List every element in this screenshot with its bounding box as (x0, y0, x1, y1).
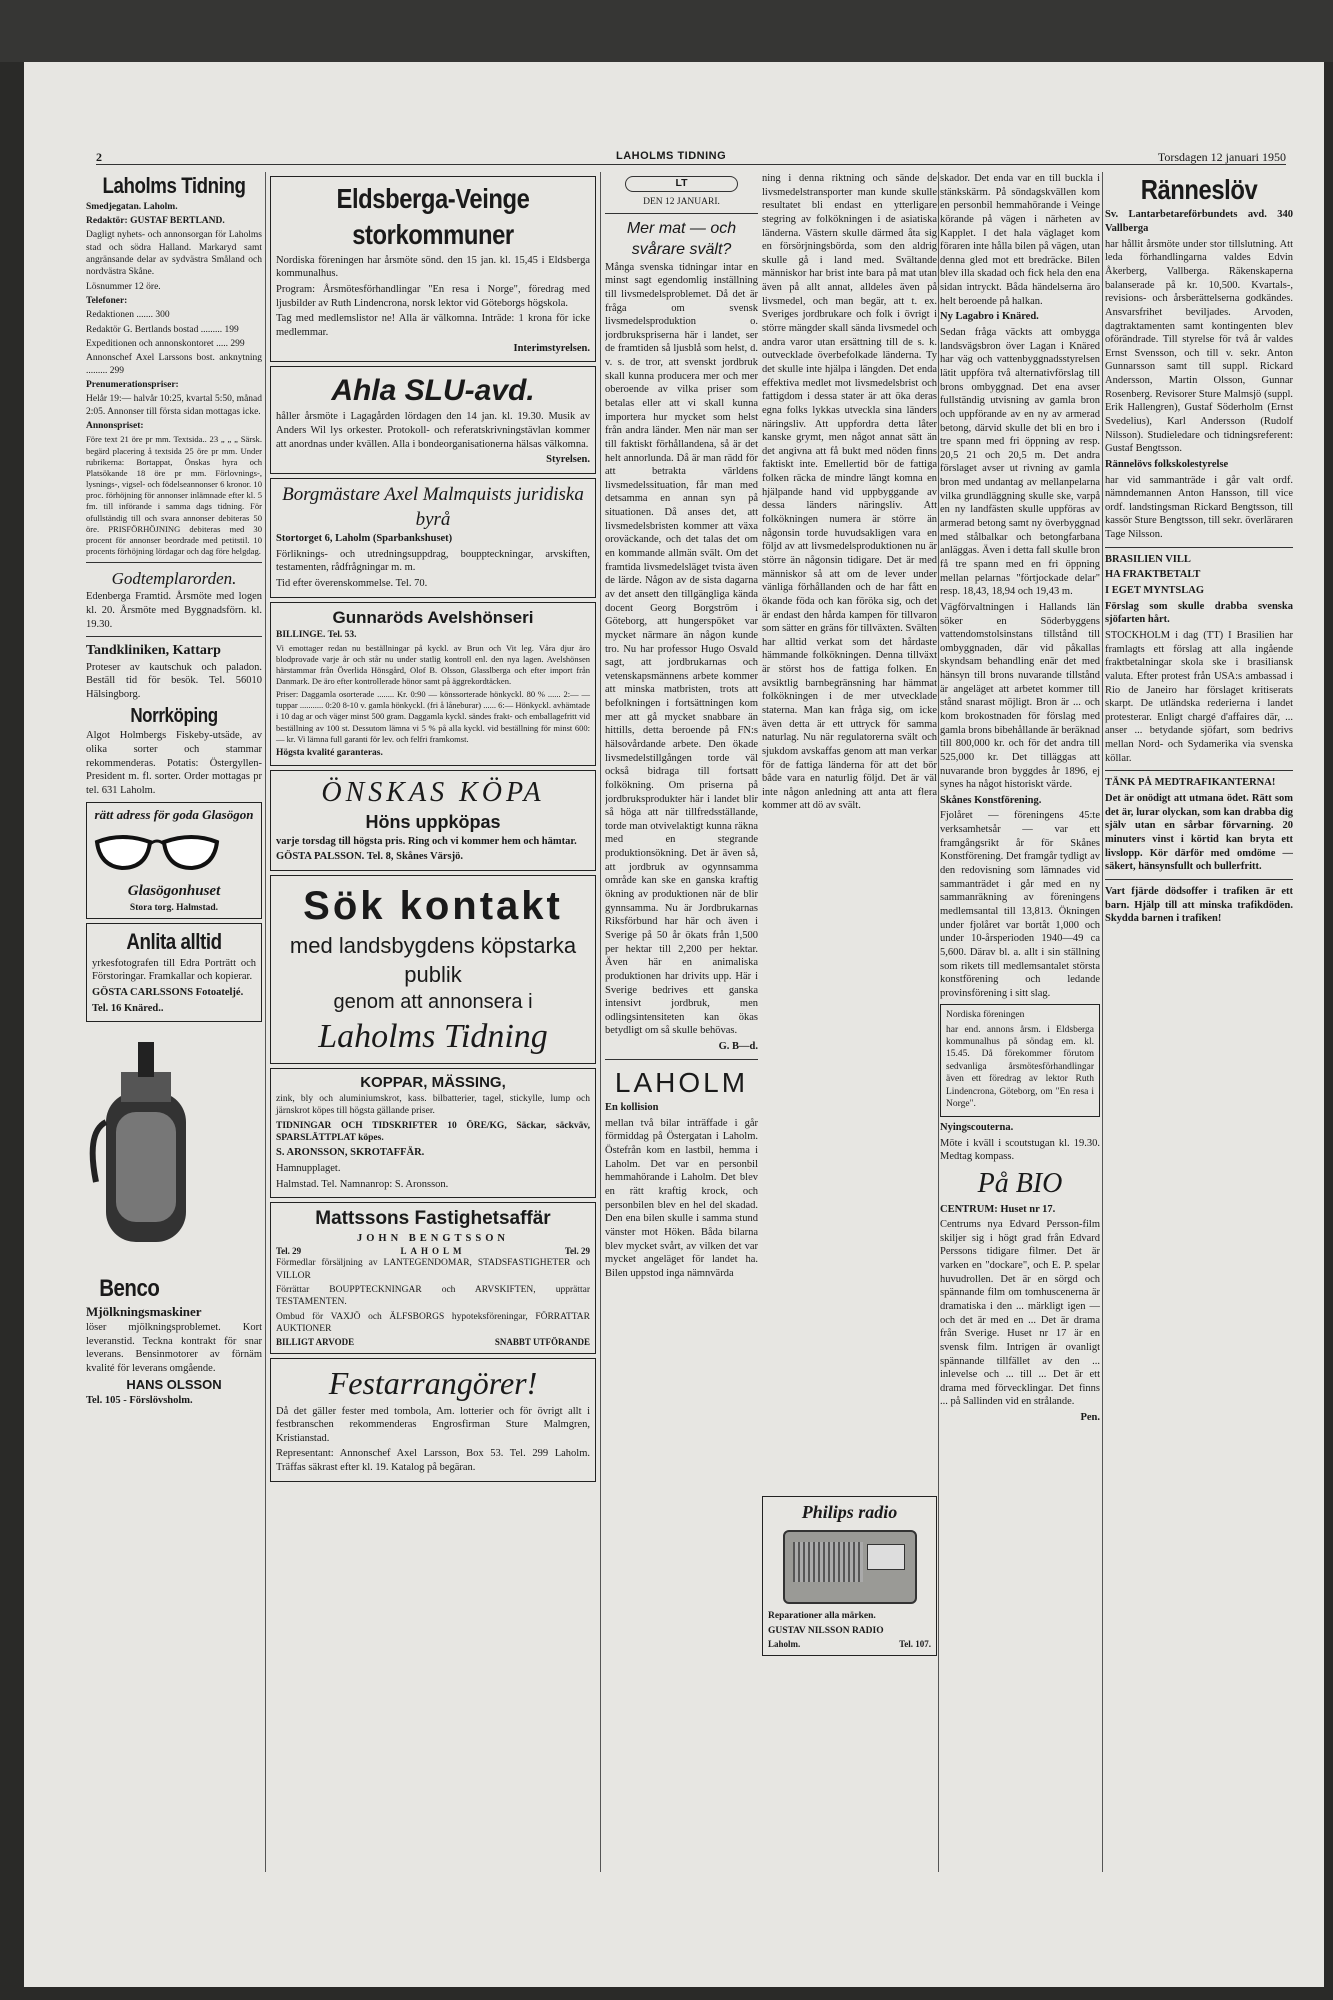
brasilien-text: STOCKHOLM i dag (TT) I Brasilien har framlagts ett förslag att alla ingående fraktbetalningar skola ske i brasiliansk valuta. Efter protest från USA:s ambassad i Rio de Janeiro har förslaget kritiserats skarpt. De utländska rederierna i landet protesterar. Enligt chargé d'affaires där, ... anser ... betydande sjöfart, som bedrivs mellan Nord- och Sydamerika via svenska köllar. (1105, 629, 1293, 764)
phones-heading: Telefoner: (86, 296, 128, 306)
philips-ad (762, 1496, 937, 1656)
continued-text: ning i denna riktning och sände de livsmedelstransporter man kunde skulle resultatet bli endast en ytterligare stegring av folkökningen i de asiatiska länderna. Västern skulle därmed åta sig en försörjningsbörda, som den aldrig skulle gå i land med. Svältande människor har brist inte bara på mat utan även på allt annat, alldeles även på livsmedel, och man begär, att t. ex. Sveriges jordbrukare och folk i övrigt i större mängder skall sända livsmedel och andra varor utan ersättning till de s. k. outvecklade överbefolkade länderna. Ty det skulle inte hjälpa i längden. Det enda effektiva medlet mot livsmedelsbrist och fattigdom i dessa stater är att öka deras egna folks lykkas utveckla sina länders näringsliv. Att uppfordra detta låter kanske grymt, men något annat sätt än det angivna att få bukt med nöden finns faktiskt inte. Emellertid bör de fattiga folken räcka de mindre längt komna en hjälpande hand vid uppbyggande av dessa länders näringsliv. Att folkökningen numera är större än någonsin torde huvudsakligen vara en följd av att livsmedelsproduktionen nu är större än någonsin tidigare. Det är med människor så att om de lever under vänliga förhållanden och de har fått en ökande föda och kan föröka sig, och det är endast den hårda kampen för tillvaron som sätter en gräns för tillväxten. Svälten har alltid verkat som det hårdaste hämmande folkökningen. Denna tillväxt är störst hos de fattiga folken. En avsiktlig barnbegränsning har hämmat folkökningen i de mer utvecklade staterna. Man kan fråga sig, om icke även detta är ett uttryck för samma naturlag. Nu när regulatorerna svält och sjukdom avskaffas genom att man verkar för de fattiga länderna för att det bör både vara en naturlig följd. Det är väl inte någon anledning att anta att flera kommer att dö av svält. (762, 173, 937, 812)
mattssons-owner: JOHN BENGTSSON (357, 1232, 509, 1244)
editor: Redaktör: GUSTAF BERTLAND. (86, 215, 225, 226)
scout-text: Möte i kväll i scoutstugan kl. 19.30. Medtag kompass. (940, 1137, 1100, 1163)
fest-text: Då det gäller fester med tombola, Am. lotterier och för övrigt allt i festbranschen rekommenderas Engrosfirman Sture Malmgren, Kristianstad. (276, 1405, 590, 1444)
radio-icon (783, 1530, 917, 1604)
ad-prices: Före text 21 öre pr mm. Textsida.. 23 „ „ „ Särsk. begärd placering å textsida 25 öre pr mm. Under rubrikerna: Bortappat, Önskas hyra och Platsökande 18 öre pr mm. Förlovnings-, lysnings-, vigsel- och födelseannonser 6 kronor. 10 proc. förhöjning för annonser inlämnade efter kl. 5 fm. till införande i samma dags tidning. För ofullständig till och svara annonser debiteras 50 öre. PRISFÖRHÖJNING debiteras med 30 procent för annonser beordrade med petitstil. 10 procents förhöjning lördagar och dag före helgdag. (86, 434, 262, 557)
brasilien-heading: BRASILIEN VILL (1105, 553, 1191, 565)
borgmastare-text: Förliknings- och utredningsuppdrag, bouppteckningar, arvskiften, testamenten, rådfrågningar m. m. (276, 548, 590, 574)
subscription-prices: Helår 19:— halvår 10:25, kvartal 5:50, månad 2:05. Annonser till första sidan mottagas icke. (86, 394, 262, 417)
eldsberga-info: Tag med medlemslistor ne! Alla är välkomna. Inträde: 1 krona för icke medlemmar. (276, 313, 590, 338)
foto-phone: Tel. 16 Knäred.. (92, 1002, 164, 1014)
konstforening-heading: Skånes Konstförening. (940, 794, 1042, 806)
newspaper-name: LAHOLMS TIDNING (616, 150, 727, 162)
bio-text: Centrums nya Edvard Persson-film skiljer sig i högt grad från Edvard Perssons tidigare filmer. Det är varken en "dockare", och E. P. spelar huvudrollen. Det är en sörgd och spännande film om tomhuscenerna är dramatiska i den ... märkligt igen — och det är med en ... Det är drama från Sverige. Huset nr 17 är en svensk film. Intrigen är ovanligt spännande tillfället av den ... inlevelse och ... till ... Det är ett drama med förvecklingar. Det finns ... på Sallinden vid en strålande. (940, 1219, 1100, 1408)
editorial-heading: Mer mat — och svårare svält? (626, 219, 737, 258)
column-rule (1102, 172, 1103, 1872)
brasilien-subheading2: I EGET MYNTSLAG (1105, 585, 1204, 597)
address: Smedjegatan. Laholm. (86, 201, 178, 212)
mattssons-line3: Ombud för VAXJÖ och ÄLFSBORGS hypoteksföreningar, FÖRRATTAR AUKTIONER (276, 1311, 590, 1334)
paper-description: Dagligt nyhets- och annonsorgan för Laholms stad och södra Halland. Markaryd samt angränsande delar av sydvästra Småland och nordvästra Skåne. (86, 230, 262, 278)
nordiska-heading: Nordiska föreningen (946, 1010, 1025, 1021)
norrkoping-heading: Norrköping (130, 705, 218, 728)
onskas-heading: ÖNSKAS KÖPA (321, 776, 545, 808)
ad-price-heading: Annonspriset: (86, 421, 144, 432)
brasilien-lead: Förslag som skulle drabba svenska sjöfarten hårt. (1105, 600, 1293, 626)
column-continued (762, 172, 937, 1872)
borgmastare-ad (270, 478, 596, 598)
editorial-date: DEN 12 JANUARI. (643, 196, 720, 207)
lantarbetare-heading: Sv. Lantarbetareförbundets avd. 340 Vallberga (1105, 209, 1293, 235)
column-masthead (86, 172, 262, 1872)
editorial-text: Många svenska tidningar intar en minst sagt egendomlig inställning till livsmedelsproblemet. Då det är fråga om svensk livsmedelsproduktion o. jordbrukspriserna här i landet, ser de framtiden så ljusblå som helst, d. v. s. de tror, att svenskt jordbruk skall kunna producera mer och mer oberoende av vilka priser som betalas eller att vi skall kunna importera hur mycket som helst från andra länder. Men när man ser till faktiskt förhållandena, så är det helt annorlunda. Då är man rädd för att betrakta världens livsmedelssituation, får man med detsamma en annan syn på situationen. Då anses det, att livsmedelsbristen kommer att växa oroväckande, och det talas det om en kommande allmän svält. Om det framtida livsmedelsläget tvista även de lärde. Någon av de sista dagarna av det ansett den tillgängliga kända docent Georg Borgström i Göteborg, att hungerspöket var mycket närmare än någon kunde tro. Nu har professor Hugo Osvald sagt, att jordbrukarnas och vetenskapsmännens arbete kommer att minska matbristen, trots att befolkningen i fortsättningen kom mer att gå mycket snabbare än hittills, detta beroende på FN:s hälsovårdande arbete. Den ökade livsmedelstillgången torde väl också bidraga till fortsatt folkökning. Om priserna på jordbruksprodukter här i landet blir så höga att när tillfredsställande, torde man otvivelaktigt kunna räkna med en stegrande produktionsökning. Det är även så, att jordbruk av ogynnsamma område kan ske en ganska kraftig ökning av produktionen när de blir gynnsamma. Nu är Jordbrukarnas Riksförbund har här och även i Sverige på 50 år ökats från 1,500 per hektar till 2,200 per hektar. Även här en animaliska produktionen har drivits upp. Här i Sverige bedrives ett ganska intensivt jordbruk, men odlingsintensiteten kan ökas betydligt om så skulle behövas. (605, 261, 758, 1037)
norrkoping-ad: Algot Holmbergs Fiskeby-utsäde, av olika sorter och stammar rekommenderas. Potatis: Östergyllen-President m. fl. sorter. Order mottagas pr tel. 631 Laholm. (86, 730, 262, 797)
column-local-news (940, 172, 1100, 1872)
issue-date: Torsdagen 12 januari 1950 (1157, 150, 1286, 164)
slu-sign: Styrelsen. (546, 454, 590, 466)
foto-text: yrkesfotografen till Edra Porträtt och Förstoringar. Framkallar och kopierar. (92, 957, 256, 983)
issue-price: Lösnummer 12 öre. (86, 281, 161, 292)
mattssons-line1: Förmedlar försäljning av LANTEGENDOMAR, STADSFASTIGHETER och VILLOR (276, 1258, 590, 1281)
mattssons-line2: Förrättar BOUPPTECKNINGAR och ARVSKIFTEN, upprättar TESTAMENTEN. (276, 1284, 590, 1308)
gunnarods-heading: Gunnaröds Avelshönseri (332, 607, 534, 627)
gunnarods-text: Vi emottager redan nu beställningar på kyckl. av Brun och Vit leg. Våra djur äro blodprovade varje år och står nu under statlig kontroll enl. den nya lagen. Avelshönsen härstammar från Överlida Hönsgård, Olof B. Olsson, Glasslberga och efter import från Danmark. De äro efter kontrollerade hönor samt på äggrekordtäcken. (276, 643, 590, 687)
lagabro-text2: Vägförvaltningen i Hallands län söker en Söderbyggens vattendomstolsinstans tillstånd till ombyggnaden, där vid påkallas skyndsam behandling enär det med hänsyn till brons nuvarande tillstånd är angeläget att arbetet kommer till stånd snarast möjligt. Bron är ... och kom brokostnaden för förslag med gamla brons bibehållande är beräknad till 800,000 kr. och för det andra till 525,000 kr. Det tilläggas att nuvarande bron byggdes år 1896, ej synes ha något historiskt värde. (940, 601, 1100, 791)
koppar-text: zink, bly och aluminiumskrot, kass. bilbatterier, tagel, stickylle, lump och järnskrot köpes till högsta gällande priser. (276, 1093, 590, 1117)
mattssons-city: LAHOLM (400, 1245, 466, 1256)
foto-name: GÖSTA CARLSSONS Fotoateljé. (92, 986, 244, 998)
slu-notice (270, 366, 596, 474)
tandklinik-heading: Tandkliniken, Kattarp (86, 643, 221, 659)
glasogon-store: Glasögonhuset (127, 883, 221, 900)
fest-contact: Representant: Annonschef Axel Larsson, Box 53. Tel. 299 Laholm. Träffas säkrast efter kl. 19. Katalog på begäran. (276, 1448, 590, 1474)
philips-dealer: GUSTAV NILSSON RADIO (768, 1625, 884, 1636)
eldsberga-heading: Eldsberga-Veinge storkommuner (336, 183, 530, 251)
borgmastare-address: Stortorget 6, Laholm (Sparbankshuset) (276, 533, 453, 545)
onskas-name: GÖSTA PALSSON. Tel. 8, Skånes Värsjö. (276, 851, 464, 863)
nordiska-box (940, 1004, 1100, 1117)
scout-heading: Nyingscouterna. (940, 1122, 1014, 1134)
folkskola-text: har vid sammanträde i går valt ordf. nämndemannen Anton Hansson, till vice ordf. landstingsman Rickard Bengtsson, till kassör Sture Bengtsson, till sekr. överläraren Tage Nilsson. (1105, 474, 1293, 541)
phone-line: Redaktionen ....... 300 (86, 310, 170, 321)
benco-text: löser mjölkningsproblemet. Kort leveranstid. Teckna kontrakt för snar leverans. Bensinmotorer av förnäm kvalité för leverans omgående. (86, 1321, 262, 1374)
column-rule (600, 172, 601, 1872)
koppar-name: S. ARONSSON, SKROTAFFÄR. (276, 1147, 425, 1159)
trafik-text: Det är onödigt att utmana ödet. Rätt som det är, lurar olyckan, som kan drabba dig själv utan en sårbar förvarning. 20 minuters vinst i körtid kan bryta ett livslopp. Kör därför med omdöme — säkert, hänsynsfullt och bullerfritt. (1105, 793, 1293, 873)
lagabro-text: Sedan fråga väckts att ombygga landsvägsbron över Lagan i Knäred har väg och vattenbyggnadsstyrelsen lätit uppföra två alternativförslag till brons ombyggnad. Det ena avser fullständig utvisning av gamla bron och uppförande av en ny av armerad betong, därvid skulle det bli en bro i tre spann med fri öppning av resp. 20,5 21 och 20,5 m. Det andra förslaget avser ut rivning av gamla bron med undantag av mellanpelarna vilka grundläggning skulle ske, varpå en ny landfästen skulle uppföras av armerad betong samt ny överbyggnad med stålbalkar och betongfarbana anläggas. Även i detta fall skulle bron få tre spann med en fri öppning mellan pelarnas "förtjockade delar" resp. 18,43, 18,94 och 19,43 m. (940, 327, 1100, 598)
benco-phone: Tel. 105 - Förslövsholm. (86, 1395, 193, 1407)
phone-line: Expeditionen och annonskontoret ..... 299 (86, 339, 245, 350)
glasogon-address: Stora torg. Halmstad. (129, 902, 219, 913)
page-header (96, 150, 1286, 165)
scan-border (0, 0, 1333, 62)
fest-heading: Festarrangörer! (328, 1364, 538, 1401)
column-editorial (605, 172, 758, 1892)
gunnarods-sub: BILLINGE. Tel. 53. (276, 629, 357, 640)
mattssons-ad (270, 1202, 596, 1354)
column-rule (265, 172, 266, 1872)
column-ads (270, 172, 596, 1872)
onskas-ad (270, 770, 596, 871)
column-rule (938, 172, 939, 1872)
mattssons-footer: BILLIGT ARVODE (276, 1337, 355, 1348)
benco-dealer: HANS OLSSON (126, 1377, 222, 1393)
masthead-title: Laholms Tidning (102, 173, 246, 198)
sok-paper: Laholms Tidning (318, 1018, 548, 1056)
godtemplar-notice: Edenberga Framtid. Årsmöte med logen kl. 20. Årsmöte med Byggnadsförn. kl. 19.30. (86, 591, 262, 630)
bio-heading: På BIO (977, 1168, 1063, 1200)
phone-line: Annonschef Axel Larssons bost. anknytning ......... 299 (86, 353, 262, 376)
nordiska-text: har end. annons årsm. i Eldsberga kommunalhus på söndag em. kl. 15.45. Då förekommer förutom sedvanliga årsmötesförhandlingar även ett föredrag av lektor Ruth Lindencrona, Göteborg, om "En resa i Norge". (946, 1024, 1094, 1109)
sok-low: genom att annonsera i (333, 991, 533, 1014)
eldsberga-notice (270, 176, 596, 362)
lagabro-heading: Ny Lagabro i Knäred. (940, 311, 1039, 323)
bio-subheading: CENTRUM: Huset nr 17. (940, 1203, 1056, 1215)
trafik-heading: TÄNK PÅ MEDTRAFIKANTERNA! (1105, 777, 1276, 789)
column-ranneslov (1105, 172, 1293, 1872)
onskas-subheading: Höns uppköpas (365, 812, 501, 833)
sok-kontakt-ad (270, 875, 596, 1064)
koppar-address: Hamnupplaget. (276, 1162, 341, 1174)
foto-ad (86, 923, 262, 1022)
borgmastare-heading: Borgmästare Axel Malmquists juridiska byrå (282, 483, 584, 530)
bio-sign: Pen. (1080, 1412, 1100, 1424)
gunnarods-prices: Priser: Daggamla osorterade ........ Kr. 0:90 — könssorterade hönkyckl. 80 % ...... 2:— — tuppar ........... 0:20 8-10 v. gamla hönkyckl. (fri å låneburar) ...... 6:— Hönkyckl. avhämtade i 10 dag ar och väger minst 500 gram. Daggamla kyckl. sändes frakt- och emballagefritt vid beställning av 100 st. Dessutom lämna vi 5 % på alla kyckl. vid beställning för minst 600:— kr. Vi lämna full garanti för lev. och felfri framkomst. (276, 689, 590, 744)
mattssons-footer: SNABBT UTFÖRANDE (494, 1337, 590, 1348)
lt-logo: LT (625, 176, 738, 192)
koppar-ad (270, 1068, 596, 1198)
glasses-icon (92, 828, 222, 874)
sok-heading: Sök kontakt (303, 884, 563, 929)
laholm-heading: LAHOLM (614, 1066, 749, 1098)
koppar-heading: KOPPAR, MÄSSING, (360, 1074, 506, 1092)
mattssons-phone: Tel. 29 (276, 1245, 302, 1256)
laholm-text: mellan två bilar inträffade i går förmiddag på Östergatan i Laholm. Östefrån kom en lastbil, hemma i Laholm. Det var en personbil hemmahörande i Laholm. Det blev en rätt kraftig krock, och personbilen blev en hel del skadad. Den ena bilen skulle i samma stund vänster mot Höken. Båda bilarna blev mycket svårt, av vilken det var mycket angeläget för landet ha. Bilen uppstod inga nämnvärda (605, 1117, 758, 1279)
mattssons-heading: Mattssons Fastighetsaffär (315, 1208, 551, 1230)
philips-city: Laholm. (768, 1639, 801, 1650)
phone-line: Redaktör G. Bertlands bostad ......... 199 (86, 324, 239, 335)
eldsberga-sign: Interimstyrelsen. (513, 342, 590, 354)
sok-mid: med landsbygdens köpstarka publik (289, 933, 577, 987)
mattssons-phone: Tel. 29 (564, 1245, 590, 1256)
gunnarods-ad (270, 602, 596, 766)
godtemplar-heading: Godtemplarorden. (111, 569, 237, 589)
benco-subheading: Mjölkningsmaskiner (86, 1304, 202, 1320)
editorial-sign: G. B—d. (718, 1041, 758, 1053)
benco-heading: Benco (99, 1274, 160, 1302)
tandklinik-ad: Proteser av kautschuk och paladon. Beställ tid för besök. Tel. 56010 Hälsingborg. (86, 661, 262, 700)
foto-heading: Anlita alltid (126, 929, 222, 955)
onskas-text: varje torsdag till högsta pris. Ring och vi kommer hem och hämtar. (276, 835, 577, 847)
philips-phone: Tel. 107. (899, 1639, 931, 1650)
glasogon-tagline: rätt adress för goda Glasögon (94, 806, 254, 822)
eldsberga-text: Nordiska föreningen har årsmöte sönd. den 15 jan. kl. 15,45 i Eldsberga kommunalhus. (276, 254, 590, 280)
trafik-barn-text: Vart fjärde dödsoffer i trafiken är ett barn. Hjälp till att minska trafikdöden. Skydda barnen i trafiken! (1105, 885, 1293, 925)
laholm-subheading: En kollision (605, 1102, 659, 1114)
borgmastare-hours: Tid efter överenskommelse. Tel. 70. (276, 578, 428, 590)
konstforening-text: Fjolåret — föreningens 45:te verksamhetsår — var ett framgångsrikt år för Skånes Konstförening. Det framgår tydligt av den redovisning som lämnades vid sammanträdet i går med en ny sammanräkning av föreningens medlemsantal till 13,813. Ökningen under fjolåret var bortåt 1,000 och under 10-årsperioden 1940—49 ca 5,600. Därav bl. a. allt i sin ställning som rikets till medlemsantalet största konstförening och ledande provinsförening i sitt slag. (940, 810, 1100, 999)
fest-ad (270, 1358, 596, 1482)
glasogon-ad (86, 802, 262, 919)
slu-text: håller årsmöte i Lagagården lördagen den 14 jan. kl. 19.30. Musik av Anders Wil lys orkester. Protokoll- och referatskrivningstävlan kommer att anordnas under kvällen. Alla i bondeorganisationerna hälsas välkomna. (276, 411, 590, 450)
folkskola-heading: Rännelövs folkskolestyrelse (1105, 458, 1229, 470)
philips-heading: Philips radio (801, 1502, 898, 1522)
eldsberga-program: Program: Årsmötesförhandlingar "En resa i Norge", föredrag med ljusbilder av Ruth Lindencrona, norsk lektor vid Göteborgs högskola. (276, 284, 590, 309)
milking-machine-icon (86, 1032, 206, 1262)
page-number: 2 (96, 150, 102, 164)
koppar-text2: TIDNINGAR OCH TIDSKRIFTER 10 ÖRE/KG, Säckar, säckväv, SPARSLÄTTPLAT köpes. (276, 1120, 590, 1143)
ranneslov-heading: Ränneslöv (1140, 174, 1258, 205)
slu-heading: Ahla SLU-avd. (331, 374, 535, 408)
subscription-heading: Prenumerationspriser: (86, 380, 179, 391)
philips-caption: Reparationer alla märken. (768, 1611, 876, 1622)
brasilien-subheading: HA FRAKTBETALT (1105, 569, 1201, 581)
koppar-phone: Halmstad. Tel. Namnanrop: S. Aronsson. (276, 1178, 449, 1190)
gunnarods-footer: Högsta kvalité garanteras. (276, 747, 383, 758)
lantarbetare-text: har hållit årsmöte under stor tillslutning. Att leda förhandlingarna valdes Edvin Åkerberg, Vallberga. Räkenskaperna balanserade på kr. 10,500. Kvartals-, revisions- och årsberättelserna godkändes. Ansvarsfrihet beviljades. Arvoden, dagtraktamenten samt kontingenten blev oförändrade. Till styrelse för två år valdes Ernst Svensson, och till v. sekr. Anton Gunnarsson samt till suppl. Rickard Andersson, Martin Olsson, Gunnar Rosenberg. Revisorer Sture Malmsjö (suppl. Erik Hallengren), Gustaf Söderholm (Ernst Svedelius), Karl Andersson (Rudolf Nilsson). Studieledare och tidningsreferent: Gustaf Bengtsson. (1105, 238, 1293, 455)
news-text: skador. Det enda var en till buckla i stänkskärm. På söndagskvällen kom en personbil hemmahörande i Veinge körande på vägen i närheten av Kapplet. I det hala väglaget kom föraren inte hålla bilen på vägen, utan denna gled mot ett bredräcke. Bilen blev illa skadad och fick hela den ena sidan intryckt. Båda händelserna äro helt beroende på halkan. (940, 173, 1100, 307)
